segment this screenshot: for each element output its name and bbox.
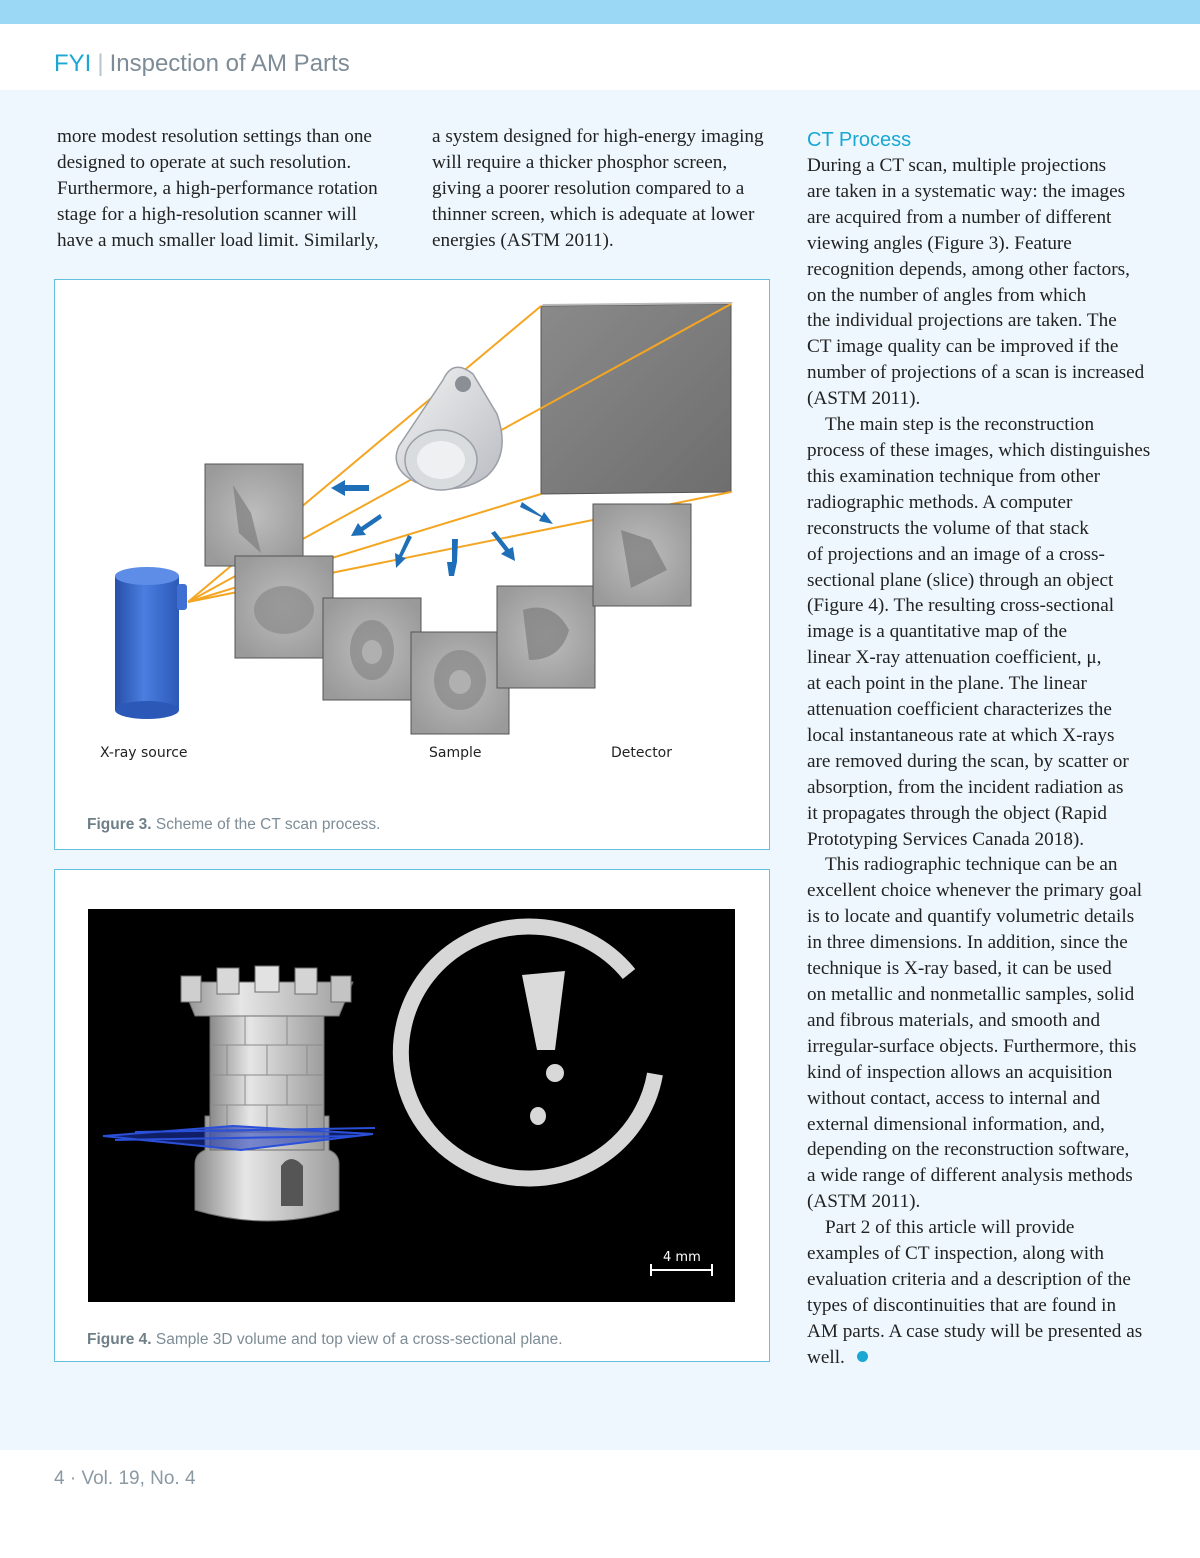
text-line: reconstructs the volume of that stack <box>807 517 1089 539</box>
text-line: a system designed for high-energy imaging <box>432 126 764 147</box>
text-line: absorption, from the incident radiation as <box>807 776 1124 798</box>
text-line: more modest resolution settings than one <box>57 126 372 147</box>
ct-scan-scheme <box>55 280 771 851</box>
ct-volume-image <box>55 870 771 1363</box>
paragraph-3 <box>807 852 1152 1215</box>
projection-images <box>205 464 691 734</box>
running-head <box>54 50 350 78</box>
text-line: without contact, access to internal and <box>807 1087 1101 1109</box>
figure-4 <box>54 869 770 1362</box>
text-line: will require a thicker phosphor screen, <box>432 151 728 173</box>
text-line: number of projections of a scan is increased <box>807 362 1145 384</box>
text-line: evaluation criteria and a description of the <box>807 1268 1131 1290</box>
text-line: of projections and an image of a cross- <box>807 543 1105 565</box>
text-line: it propagates through the object (Rapid <box>807 802 1107 824</box>
label-detector: Detector <box>611 745 673 761</box>
column-3 <box>807 127 1152 1371</box>
text-line: AM parts. A case study will be presented as <box>807 1320 1143 1342</box>
rotation-arrows <box>331 480 553 576</box>
text-line: viewing angles (Figure 3). Feature <box>807 232 1072 254</box>
text-line: are taken in a systematic way: the images <box>807 180 1126 202</box>
xray-source <box>115 567 187 719</box>
separator: | <box>97 50 104 77</box>
text-line: have a much smaller load limit. Similarly, <box>57 229 379 251</box>
text-line-final <box>807 1345 1152 1371</box>
text-line: (Figure 4). The resulting cross-sectional <box>807 595 1115 617</box>
text-line: Part 2 of this article will provide <box>825 1217 1075 1239</box>
text-line: in three dimensions. In addition, since the <box>807 932 1128 954</box>
text-line: this examination technique from other <box>807 465 1101 487</box>
label-xray-source: X-ray source <box>100 745 188 761</box>
section-label: FYI <box>54 50 92 77</box>
caption-text: Sample 3D volume and top view of a cross-sectional plane. <box>155 1331 563 1348</box>
text-line: Prototyping Services Canada 2018). <box>807 828 1085 850</box>
text-line: sectional plane (slice) through an object <box>807 569 1114 591</box>
section-heading: CT Process <box>807 129 912 151</box>
text-line: (ASTM 2011). <box>807 388 921 410</box>
page-number: 4 <box>54 1468 65 1489</box>
text-line: radiographic methods. A computer <box>807 491 1073 513</box>
sample-part <box>396 367 502 490</box>
text-line: image is a quantitative map of the <box>807 621 1068 643</box>
text-line: external dimensional information, and, <box>807 1113 1105 1135</box>
text-line: well. <box>807 1346 845 1368</box>
label-sample: Sample <box>429 745 482 761</box>
issue-label: Vol. 19, No. 4 <box>81 1468 196 1489</box>
paragraph-4 <box>807 1215 1152 1370</box>
page-header <box>0 24 1200 90</box>
folio: 4 · Vol. 19, No. 4 <box>54 1468 196 1489</box>
text-line: (ASTM 2011). <box>807 1191 921 1213</box>
paragraph-1 <box>807 153 1152 412</box>
text-line: process of these images, which distinguishes <box>807 439 1151 461</box>
text-line: examples of CT inspection, along with <box>807 1243 1105 1265</box>
column-1 <box>57 124 397 254</box>
detector-panel <box>541 302 733 494</box>
text-line: depending on the reconstruction software, <box>807 1139 1130 1161</box>
text-line: at each point in the plane. The linear <box>807 673 1087 695</box>
column-2 <box>432 124 772 254</box>
text-line: is to locate and quantify volumetric details <box>807 906 1135 928</box>
end-mark-icon <box>857 1351 868 1362</box>
text-line: CT image quality can be improved if the <box>807 336 1119 358</box>
text-line: irregular-surface objects. Furthermore, this <box>807 1035 1137 1057</box>
text-line: attenuation coefficient characterizes the <box>807 699 1112 721</box>
text-line: excellent choice whenever the primary goal <box>807 880 1143 902</box>
text-line: types of discontinuities that are found in <box>807 1294 1117 1316</box>
paragraph-2 <box>807 412 1152 852</box>
text-line: kind of inspection allows an acquisition <box>807 1061 1113 1083</box>
figure-4-caption <box>87 1331 563 1349</box>
text-line: thinner screen, which is adequate at lower <box>432 203 755 225</box>
text-line: local instantaneous rate at which X-rays <box>807 724 1115 746</box>
text-line: designed to operate at such resolution. <box>57 151 352 173</box>
text-line: on metallic and nonmetallic samples, solid <box>807 984 1135 1005</box>
text-line: recognition depends, among other factors, <box>807 258 1130 280</box>
text-line: and fibrous materials, and smooth and <box>807 1009 1101 1031</box>
caption-label: Figure 4. <box>87 1331 152 1348</box>
caption-text: Scheme of the CT scan process. <box>155 816 381 833</box>
text-line: Furthermore, a high-performance rotation <box>57 177 378 199</box>
text-line: on the number of angles from which <box>807 284 1087 306</box>
running-title: Inspection of AM Parts <box>109 50 350 77</box>
text-line: are acquired from a number of different <box>807 206 1112 228</box>
text-line: The main step is the reconstruction <box>825 414 1095 436</box>
text-line: energies (ASTM 2011). <box>432 229 614 251</box>
text-line: During a CT scan, multiple projections <box>807 155 1107 176</box>
text-line: the individual projections are taken. The <box>807 310 1117 332</box>
text-line: This radiographic technique can be an <box>825 854 1118 876</box>
text-line: giving a poorer resolution compared to a <box>432 177 745 199</box>
figure-3-caption <box>87 816 381 834</box>
scale-bar-label: 4 mm <box>663 1250 701 1265</box>
text-line: linear X-ray attenuation coefficient, μ, <box>807 647 1102 669</box>
text-line: are removed during the scan, by scatter or <box>807 750 1129 772</box>
figure-3 <box>54 279 770 850</box>
text-line: technique is X-ray based, it can be used <box>807 958 1112 980</box>
top-color-band <box>0 0 1200 24</box>
text-line: stage for a high-resolution scanner will <box>57 203 357 225</box>
caption-label: Figure 3. <box>87 816 152 833</box>
text-line: a wide range of different analysis methods <box>807 1165 1133 1187</box>
page-footer <box>0 1450 1200 1558</box>
